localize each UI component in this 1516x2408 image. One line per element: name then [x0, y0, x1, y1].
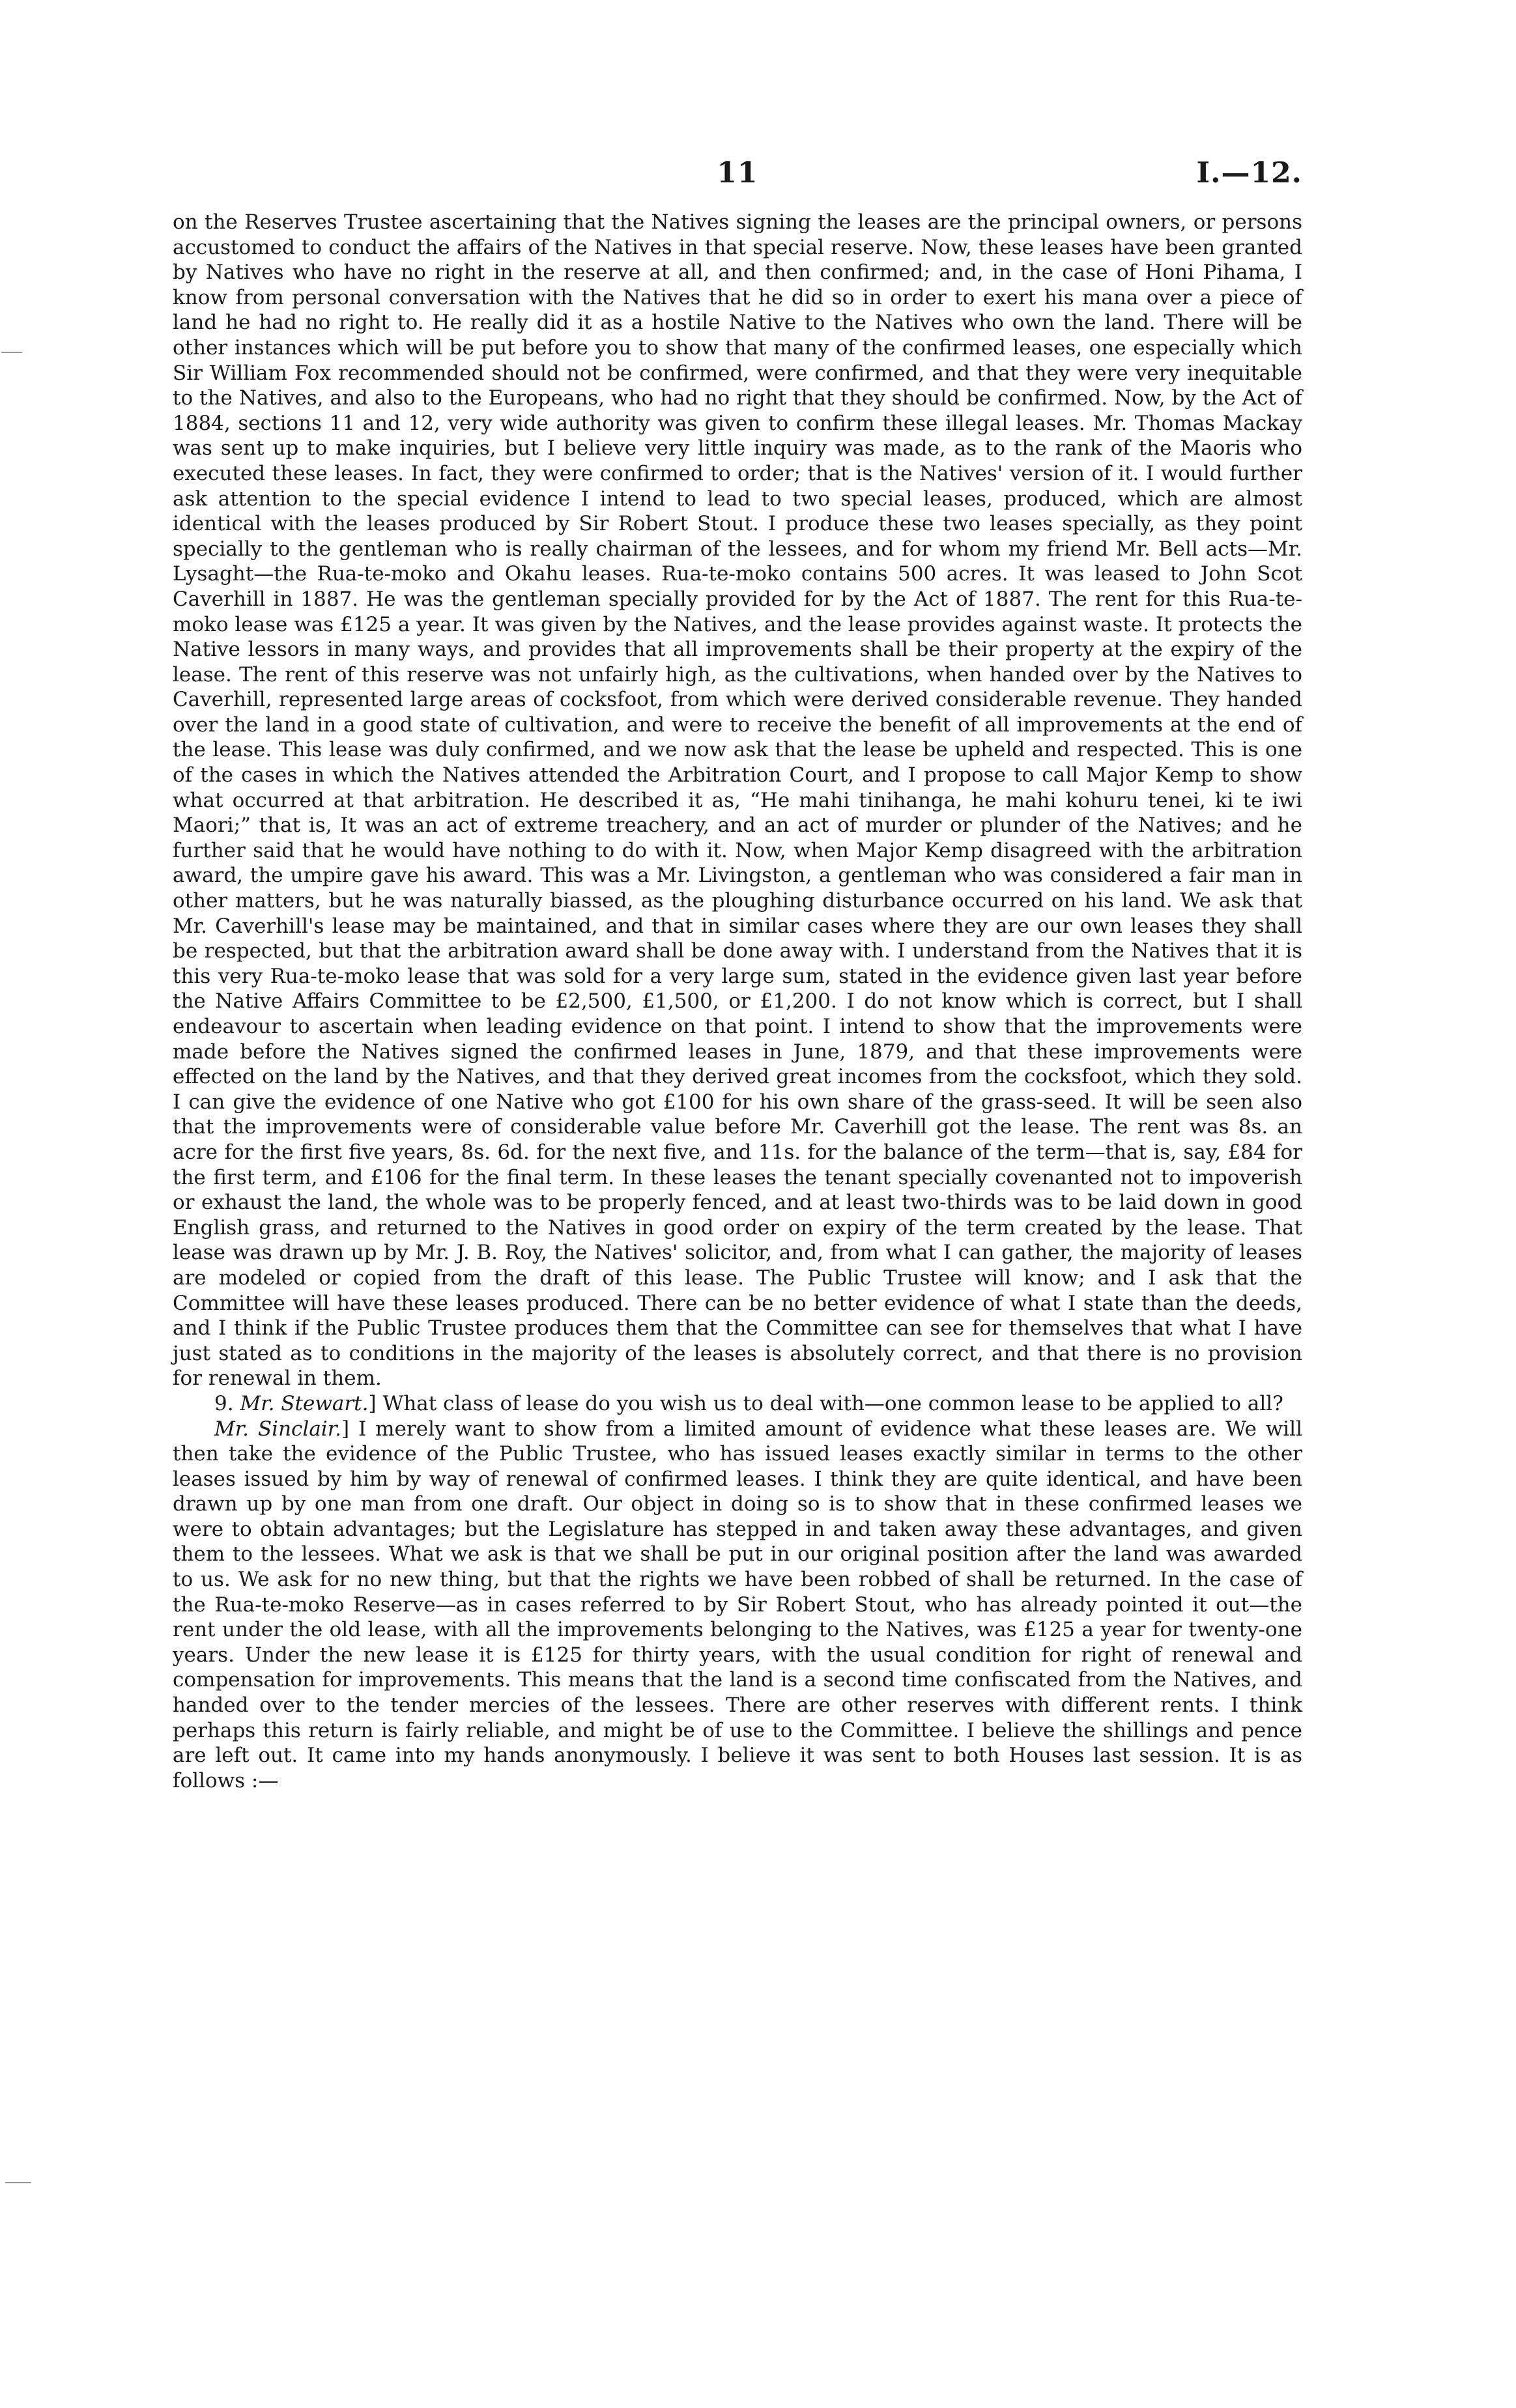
speaker-name: Mr. Sinclair. — [214, 1417, 341, 1441]
paragraph-text: I merely want to show from a limited amount of evidence what these leases are. We will then take the evidence of the Public Trustee, who has issued leases exactly similar in terms to the other leases issued by him by way of renewal of confirmed leases. I think they are quite identical, and have been drawn up by one man from one draft. Our object in doing so is to show that in these confirmed leases we were to obtain advantages; but the Legislature has stepped in and taken away these advantages, and given them to the lessees. What we ask is that we shall be put in our original position after the land was awarded to us. We ask for no new thing, but that the rights we have been robbed of shall be returned. In the case of the Rua-te-moko Reserve—as in cases referred to by Sir Robert Stout, who has already pointed it out—the rent under the old lease, with all the improvements belonging to the Natives, was £125 a year for twenty-one years. Under the new lease it is £125 for thirty years, with the usual condition for right of renewal and compensation for improvements. This means that the land is a second time confiscated from the Natives, and handed over to the tender mercies of the lessees. There are other reserves with different rents. I think perhaps this return is fairly reliable, and might be of use to the Committee. I believe the shillings and pence are left out. It came into my hands anonymously. I believe it was sent to both Houses last session. It is as follows :— — [173, 1417, 1302, 1792]
paragraph-answer: Mr. Sinclair.] I merely want to show from a limited amount of evidence what these leases are. We will then take the evidence of the Public Trustee, who has issued leases exactly similar in terms to the other leases issued by him by way of renewal of confirmed leases. I think they are quite identical, and have been drawn up by one man from one draft. Our object in doing so is to show that in these confirmed leases we were to obtain advantages; but the Legislature has stepped in and taken away these advantages, and given them to the lessees. What we ask is that we shall be put in our original position after the land was awarded to us. We ask for no new thing, but that the rights we have been robbed of shall be returned. In the case of the Rua-te-moko Reserve—as in cases referred to by Sir Robert Stout, who has already pointed it out—the rent under the old lease, with all the improvements belonging to the Natives, was £125 a year for twenty-one years. Under the new lease it is £125 for thirty years, with the usual condition for right of renewal and compensation for improvements. This means that the land is a second time confiscated from the Natives, and handed over to the tender mercies of the lessees. There are other reserves with different rents. I think perhaps this return is fairly reliable, and might be of use to the Committee. I believe the shillings and pence are left out. It came into my hands anonymously. I believe it was sent to both Houses last session. It is as follows :— — [173, 1417, 1302, 1792]
paragraph-continuation — [173, 210, 1302, 1391]
paper-reference: I.—12. — [1196, 156, 1302, 190]
page-header — [173, 150, 1302, 210]
paragraph-question: 9. Mr. Stewart.] What class of lease do you wish us to deal with—one common lease to be applied to all? — [214, 1391, 1283, 1415]
page-number: 11 — [717, 156, 758, 190]
margin-scan-mark — [5, 2182, 31, 2183]
paragraph-text: on the Reserves Trustee ascertaining that the Natives signing the leases are the principal owners, or persons accustomed to conduct the affairs of the Natives in that special reserve. Now, these leases have been granted by Natives who have no right in the reserve at all, and then confirmed; and, in the case of Honi Pihama, I know from personal conversation with the Natives that he did so in order to exert his mana over a piece of land he had no right to. He really did it as a hostile Native to the Natives who own the land. There will be other instances which will be put before you to show that many of the confirmed leases, one especially which Sir William Fox recommended should not be confirmed, were confirmed, and that they were very inequitable to the Natives, and also to the Europeans, who had no right that they should be confirmed. Now, by the Act of 1884, sections 11 and 12, very wide authority was given to confirm these illegal leases. Mr. Thomas Mackay was sent up to make inquiries, but I believe very little inquiry was made, as to the rank of the Maoris who executed these leases. In fact, they were confirmed to order; that is the Natives' version of it. I would further ask attention to the special evidence I intend to lead to two special leases, produced, which are almost identical with the leases produced by Sir Robert Stout. I produce these two leases specially, as they point specially to the gentleman who is really chairman of the lessees, and for whom my friend Mr. Bell acts—Mr. Lysaght—the Rua-te-moko and Okahu leases. Rua-te-moko contains 500 acres. It was leased to John Scot Caverhill in 1887. He was the gentleman specially provided for by the Act of 1887. The rent for this Rua-te-moko lease was £125 a year. It was given by the Natives, and the lease provides against waste. It protects the Native lessors in many ways, and provides that all improvements shall be their property at the expiry of the lease. The rent of this reserve was not unfairly high, as the cultivations, when handed over by the Natives to Caverhill, represented large areas of cocksfoot, from which were derived considerable revenue. They handed over the land in a good state of cultivation, and were to receive the benefit of all improvements at the end of the lease. This lease was duly confirmed, and we now ask that the lease be upheld and respected. This is one of the cases in which the Natives attended the Arbitration Court, and I propose to call Major Kemp to show what occurred at that arbitration. He described it as, “He mahi tinihanga, he mahi kohuru tenei, ki te iwi Maori;” that is, It was an act of extreme treachery, and an act of murder or plunder of the Natives; and he further said that he would have nothing to do with it. Now, when Major Kemp disagreed with the arbitration award, the umpire gave his award. This was a Mr. Livingston, a gentleman who was considered a fair man in other matters, but he was naturally biassed, as the ploughing disturbance occurred on his land. We ask that Mr. Caverhill's lease may be maintained, and that in similar cases where they are our own leases they shall be respected, but that the arbitration award shall be done away with. I understand from the Natives that it is this very Rua-te-moko lease that was sold for a very large sum, stated in the evidence given last year before the Native Affairs Committee to be £2,500, £1,500, or £1,200. I do not know which is correct, but I shall endeavour to ascertain when leading evidence on that point. I intend to show that the improvements were made before the Natives signed the confirmed leases in June, 1879, and that these improvements were effected on the land by the Natives, and that they derived great incomes from the cocksfoot, which they sold. I can give the evidence of one Native who got £100 for his own share of the grass-seed. It will be seen also that the improvements were of considerable value before Mr. Caverhill got the lease. The rent was 8s. an acre for the first five years, 8s. 6d. for the next five, and 11s. for the balance of the term—that is, say, £84 for the first term, and £106 for the final term. In these leases the tenant specially covenanted not to impoverish or exhaust the land, the whole was to be properly fenced, and at least two-thirds was to be laid down in good English grass, and returned to the Natives in good order on expiry of the term created by the lease. That lease was drawn up by Mr. J. B. Roy, the Natives' solicitor, and, from what I can gather, the majority of leases are modeled or copied from the draft of this lease. The Public Trustee will know; and I ask that the Committee will have these leases produced. There can be no better evidence of what I state than the deeds, and I think if the Public Trustee produces them that the Committee can see for themselves that what I have just stated as to conditions in the majority of the leases is absolutely correct, and that there is no provision for renewal in them. — [173, 210, 1302, 1391]
margin-scan-mark — [1, 352, 22, 353]
paragraph-text: What class of lease do you wish us to deal with—one common lease to be applied to all? — [382, 1391, 1283, 1415]
document-body — [173, 210, 1302, 1793]
speaker-name: Mr. Stewart. — [240, 1391, 369, 1415]
question-number: 9. — [214, 1391, 234, 1415]
document-page — [173, 150, 1302, 1793]
